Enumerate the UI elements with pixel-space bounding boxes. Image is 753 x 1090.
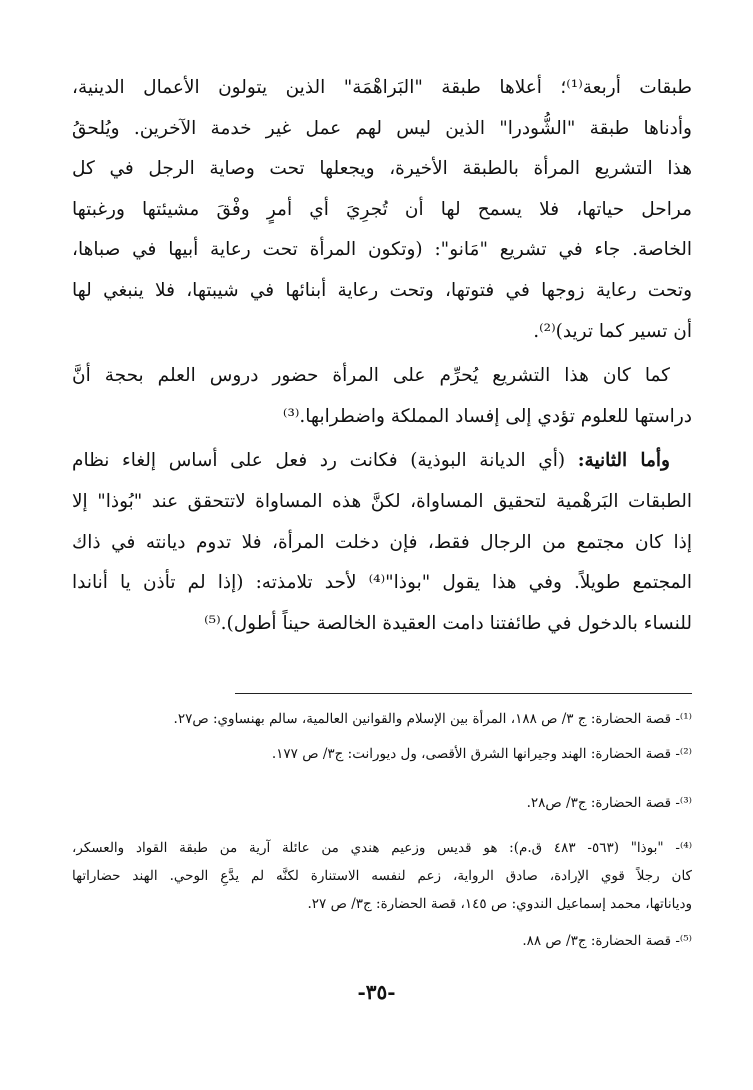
main-text [72, 68, 692, 644]
text-line: أن تسير كما تريد)⁽²⁾. [533, 320, 692, 342]
text-line: إذا كان مجتمع من الرجال فقط، فإن دخلت المرأة، فلا تدوم ديانته في ذاك [72, 531, 692, 553]
text-line: دراستها للعلوم تؤدي إلى إفساد المملكة واضطرابها.⁽³⁾ [282, 405, 692, 427]
text-line [72, 441, 692, 482]
text-line: للنساء بالدخول في طائفتنا دامت العقيدة الخالصة حيناً أطول).⁽⁵⁾ [204, 612, 692, 634]
footnote-text: ⁽¹⁾- قصة الحضارة: ج ٣/ ص ١٨٨، المرأة بين الإسلام والقوانين العالمية، سالم بهنساوي: ص٢٧. [173, 711, 692, 727]
page-number: -٣٥- [357, 980, 396, 1004]
footnote-2 [72, 745, 692, 763]
paragraph-2 [72, 356, 692, 437]
footnote-5 [72, 932, 692, 950]
footnote-text: كان رجلاً قوي الإرادة، صادق الرواية، زعم لنفسه الاستنارة لكنَّه لم يدَّعِ الوحي. الهند حضاراتها [72, 868, 692, 884]
text-line: وتحت رعاية زوجها في فتوتها، وتحت رعاية أبنائها في شيبتها، فلا ينبغي لها [72, 279, 692, 301]
text-line: مراحل حياتها، فلا يسمح لها أن تُجرِيَ أي أمرٍ وفْقَ مشيئتها ورغبتها [72, 198, 692, 220]
text-line: الخاصة. جاء في تشريع "مَانو": (وتكون المرأة تحت رعاية أبيها في صباها، [72, 239, 692, 261]
text-line: المجتمع طويلاً. وفي هذا يقول "بوذا"⁽⁴⁾ لأحد تلامذته: (إذا لم تأذن يا أناندا [72, 572, 692, 594]
footnote-3 [72, 794, 692, 812]
footnote-text: ودياناتها، محمد إسماعيل الندوي: ص ١٤٥، قصة الحضارة: ج٣/ ص ٢٧. [307, 896, 692, 912]
footnote-text: ⁽²⁾- قصة الحضارة: الهند وجيرانها الشرق الأقصى، ول ديورانت: ج٣/ ص ١٧٧. [271, 746, 692, 762]
section-lead: وأما الثانية: [577, 450, 670, 472]
footnote-text: ⁽³⁾- قصة الحضارة: ج٣/ ص٢٨. [526, 795, 692, 811]
paragraph-3 [72, 441, 692, 644]
text-line: الطبقات البَرهْمية لتحقيق المساواة، لكنَّ هذه المساواة لاتتحقق عند "بُوذا" إلا [72, 490, 692, 512]
paragraph-1 [72, 68, 692, 352]
footnote-4 [72, 834, 692, 918]
footnote-text: ⁽⁴⁾- "بوذا" (٥٦٣- ٤٨٣ ق.م): هو قديس وزعيم هندي من عائلة آرية من طبقة القواد والعسكر، [72, 840, 693, 856]
text-line: وأدناها طبقة "الشُّودرا" الذين ليس لهم عمل غير خدمة الآخرين. ويُلحقُ [72, 117, 692, 139]
footnote-separator [235, 693, 692, 694]
text-line: هذا التشريع المرأة بالطبقة الأخيرة، ويجعلها تحت وصاية الرجل في كل [72, 158, 692, 180]
text-line: طبقات أربعة⁽¹⁾؛ أعلاها طبقة "البَراهْمَة" الذين يتولون الأعمال الدينية، [72, 77, 692, 98]
footnote-1 [72, 710, 692, 728]
footnote-text: ⁽⁵⁾- قصة الحضارة: ج٣/ ص ٨٨. [522, 933, 692, 949]
text-run: (أي الديانة البوذية) فكانت رد فعل على أساس إلغاء نظام [72, 450, 578, 472]
text-line: كما كان هذا التشريع يُحرِّم على المرأة حضور دروس العلم بحجة أنَّ [72, 365, 670, 387]
